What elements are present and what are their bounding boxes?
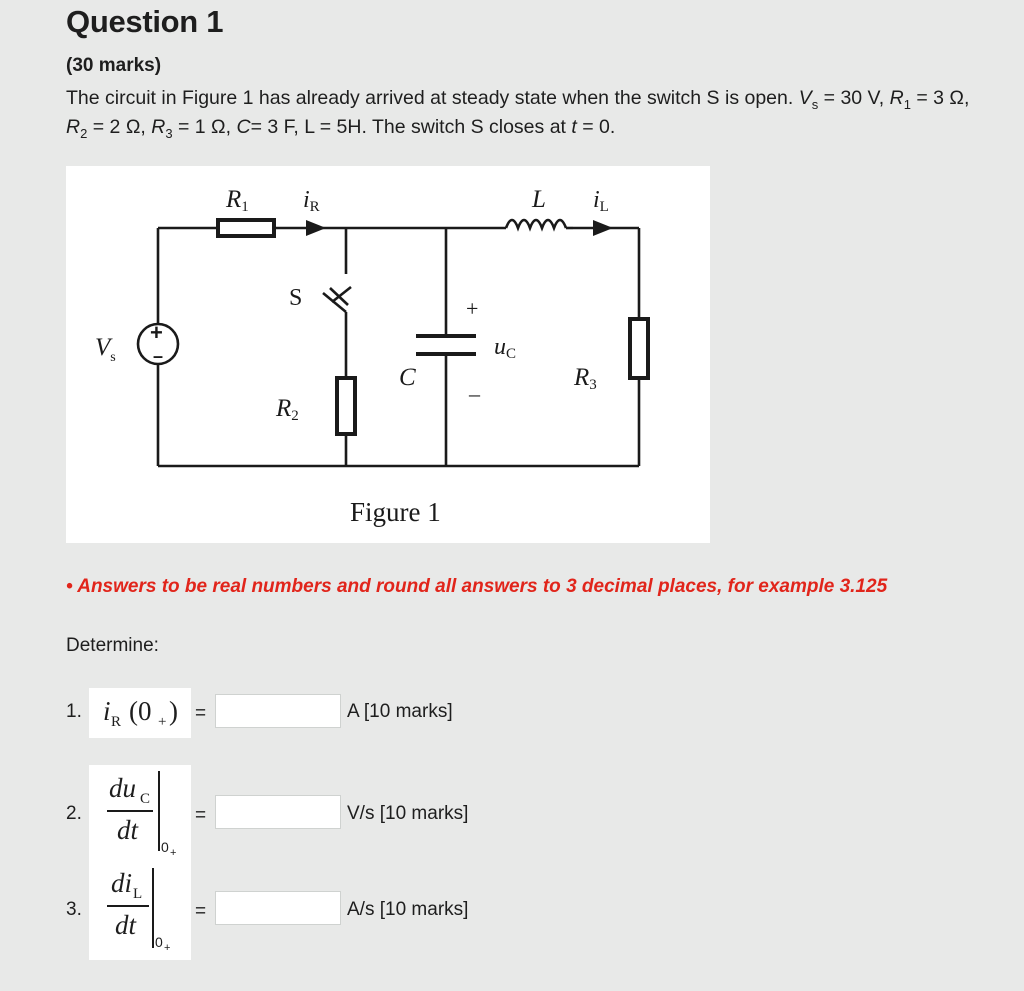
desc-vs-sub: s xyxy=(811,96,819,112)
q2-eval-bar xyxy=(158,771,160,851)
q3-unit: A/s [10 marks] xyxy=(347,899,469,920)
q1-equals: = xyxy=(195,703,207,724)
q2-number: 2. xyxy=(66,803,82,824)
desc-c-symbol: C xyxy=(236,116,251,138)
desc-r2-sub: 2 xyxy=(80,125,88,141)
r2-resistor xyxy=(337,378,355,434)
question-marks: (30 marks) xyxy=(66,55,162,76)
desc-t-symbol: t xyxy=(571,116,577,138)
desc-r3-value: = 1 Ω, xyxy=(172,116,237,138)
q3-answer-input[interactable] xyxy=(215,891,341,925)
q1-answer-input[interactable] xyxy=(215,694,341,728)
desc-vs-symbol: V xyxy=(798,87,812,109)
label-plus: + xyxy=(466,296,479,321)
circuit-diagram xyxy=(66,166,710,543)
question-description xyxy=(66,84,996,142)
q1-unit: A [10 marks] xyxy=(347,701,453,722)
label-r1: R1 xyxy=(226,186,249,215)
desc-part: The circuit in Figure 1 has already arrived at steady state when the switch S is open. xyxy=(66,87,799,109)
q3-expression: di L dt 0 + xyxy=(89,862,191,960)
label-r3: R3 xyxy=(574,364,597,393)
q3-fraction-bar xyxy=(107,905,149,907)
label-minus: – xyxy=(469,381,480,406)
r3-resistor xyxy=(630,319,648,378)
q2-fraction-bar xyxy=(107,810,153,812)
figure-caption: Figure 1 xyxy=(350,497,441,527)
q2-unit: V/s [10 marks] xyxy=(347,803,469,824)
q2-answer-input[interactable] xyxy=(215,795,341,829)
answer-note: • Answers to be real numbers and round all answers to 3 decimal places, for example 3.125 xyxy=(66,576,888,597)
label-il: iL xyxy=(593,187,609,215)
q1-number: 1. xyxy=(66,701,82,722)
determine-label: Determine: xyxy=(66,635,159,656)
question-title: Question 1 xyxy=(66,4,224,39)
desc-t-value: = 0. xyxy=(576,116,616,138)
label-l: L xyxy=(532,186,546,213)
desc-r2-value: = 2 Ω, xyxy=(87,116,152,138)
q1-expression: i R (0 + ) xyxy=(89,688,191,738)
desc-c-value: = 3 F, L = 5H. The switch S closes at xyxy=(250,116,572,138)
desc-r3-symbol: R xyxy=(151,116,166,138)
q3-number: 3. xyxy=(66,899,82,920)
circuit-figure xyxy=(66,166,710,543)
switch-blade xyxy=(323,293,346,312)
desc-r1-symbol: R xyxy=(889,87,904,109)
q3-eval-bar xyxy=(152,868,154,948)
desc-r1-value: = 3 Ω, xyxy=(910,87,970,109)
circuit-wires xyxy=(158,228,639,466)
desc-r2-symbol: R xyxy=(66,116,81,138)
desc-vs-value: = 30 V, xyxy=(818,87,890,109)
inductor xyxy=(506,220,566,228)
label-r2: R2 xyxy=(276,395,299,424)
label-s: S xyxy=(289,285,303,311)
il-arrow xyxy=(593,220,613,236)
source-plus: + xyxy=(150,320,163,345)
label-vs: $V_s$ xyxy=(95,334,116,365)
q2-equals: = xyxy=(195,805,207,826)
q2-expression: du C dt 0 + xyxy=(89,765,191,862)
ir-arrow xyxy=(306,220,326,236)
label-uc: uC xyxy=(494,334,517,362)
desc-r1-sub: 1 xyxy=(903,96,911,112)
source-minus: – xyxy=(153,346,164,366)
q3-equals: = xyxy=(195,901,207,922)
label-c: C xyxy=(399,364,416,391)
desc-r3-sub: 3 xyxy=(165,125,173,141)
r1-resistor xyxy=(218,220,274,236)
label-ir: iR xyxy=(303,187,320,215)
